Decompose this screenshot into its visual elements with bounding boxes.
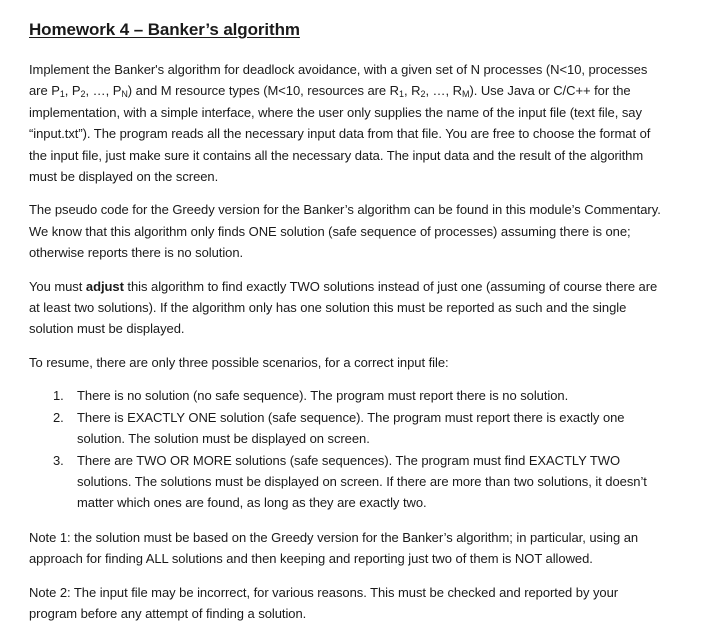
list-text: There is EXACTLY ONE solution (safe sequence). The program must report there is exactly one solution. The solution must be displayed on screen. (77, 409, 625, 447)
adjust-bold-word: adjust (85, 278, 124, 294)
list-number: 2. (53, 409, 64, 425)
subscript: 1 (59, 89, 65, 100)
document-page (29, 18, 669, 636)
note-2-paragraph: Note 2: The input file may be incorrect, for various reasons. This must be checked and reported by your program before any attempt of finding a solution. (29, 584, 619, 621)
subscript: 2 (420, 89, 426, 100)
intro-text-3: ). Use Java or C/C++ for the implementation, with a simple interface, where the user only supplies the name of the input file (text file, say “input.txt”). The program reads all the necessary input data from that file. You are free to choose the format of the input file, just make sure it contains all the necessary data. The input data and the result of the algorithm must be displayed on the screen. (29, 83, 651, 185)
subscript: 1 (399, 89, 404, 100)
intro-sep: , R (404, 83, 421, 99)
scenario-list (29, 385, 669, 513)
intro-sep: , …, R (425, 83, 462, 99)
subscript: M (461, 89, 470, 100)
list-text: There are TWO OR MORE solutions (safe sequences). The program must find EXACTLY TWO solutions. The solutions must be displayed on screen. If there are more than two solutions, it doesn’t matter which ones are found, as long as they are exactly two. (77, 452, 647, 511)
list-text: There is no solution (no safe sequence). The program must report there is no solution. (77, 388, 569, 404)
intro-sep: , P (64, 83, 81, 99)
adjust-text-before: You must (29, 278, 86, 294)
subscript: N (121, 89, 128, 100)
list-item (29, 385, 669, 406)
intro-sep: , …, P (85, 83, 122, 99)
subscript: 2 (80, 89, 86, 100)
adjust-text-after: this algorithm to find exactly TWO solutions instead of just one (assuming of course there are at least two solutions). If the algorithm only has one solution this must be reported as such and the single solution must be displayed. (29, 278, 658, 337)
document-title: Homework 4 – Banker’s algorithm (29, 20, 300, 39)
list-number: 3. (53, 452, 64, 468)
intro-paragraph (29, 59, 669, 187)
list-item (29, 450, 669, 514)
adjust-paragraph (29, 276, 669, 340)
intro-text-2: ) and M resource types (M<10, resources are R (127, 83, 400, 99)
intro-text-1: Implement the Banker's algorithm for deadlock avoidance, with a given set of N processes (N<10, processes are P (29, 62, 648, 99)
list-number: 1. (53, 388, 64, 404)
list-item (29, 407, 669, 450)
note-1-paragraph: Note 1: the solution must be based on the Greedy version for the Banker’s algorithm; in particular, using an approach for finding ALL solutions and then keeping and reporting just two of them is NOT allowed. (29, 529, 639, 567)
resume-paragraph: To resume, there are only three possible scenarios, for a correct input file: (29, 354, 449, 370)
pseudo-code-paragraph: The pseudo code for the Greedy version for the Banker’s algorithm can be found in this module’s Commentary. We know that this algorithm only finds ONE solution (safe sequence of processes) assuming there is one; otherwise reports there is no solution. (29, 202, 661, 261)
